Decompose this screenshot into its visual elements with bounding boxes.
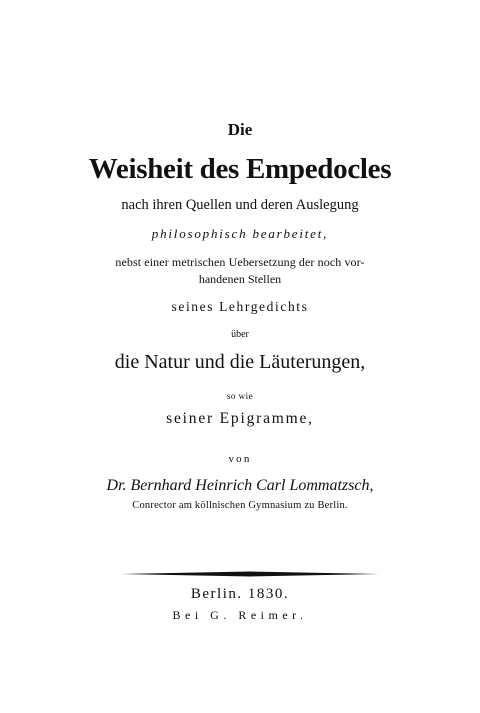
pre-title: Die — [227, 120, 253, 139]
subtitle-line-8: so wie — [226, 391, 254, 401]
subtitle-line-2: philosophisch bearbeitet, — [151, 226, 329, 241]
subtitle-line-3: nebst einer metrischen Uebersetzung der noch vor- — [115, 255, 365, 269]
author-role: Conrector am köllnischen Gymnasium zu Berlin. — [132, 500, 348, 511]
subtitle-line-1: nach ihren Quellen und deren Auslegung — [121, 197, 359, 213]
decorative-rule — [121, 571, 379, 577]
imprint-publisher: Bei G. Reimer. — [172, 608, 308, 622]
subtitle-line-9: seiner Epigramme, — [166, 410, 314, 427]
subtitle-line-5: seines Lehrgedichts — [171, 299, 309, 314]
subtitle-line-6: über — [231, 329, 249, 340]
subtitle-line-7: die Natur und die Läuterungen, — [114, 351, 366, 373]
author-name: Dr. Bernhard Heinrich Carl Lommatzsch, — [106, 477, 374, 494]
subtitle-line-4: handenen Stellen — [198, 272, 282, 286]
imprint-place-year: Berlin. 1830. — [190, 586, 290, 602]
book-title: Weisheit des Empedocles — [88, 153, 392, 185]
by-line: von — [228, 453, 252, 465]
